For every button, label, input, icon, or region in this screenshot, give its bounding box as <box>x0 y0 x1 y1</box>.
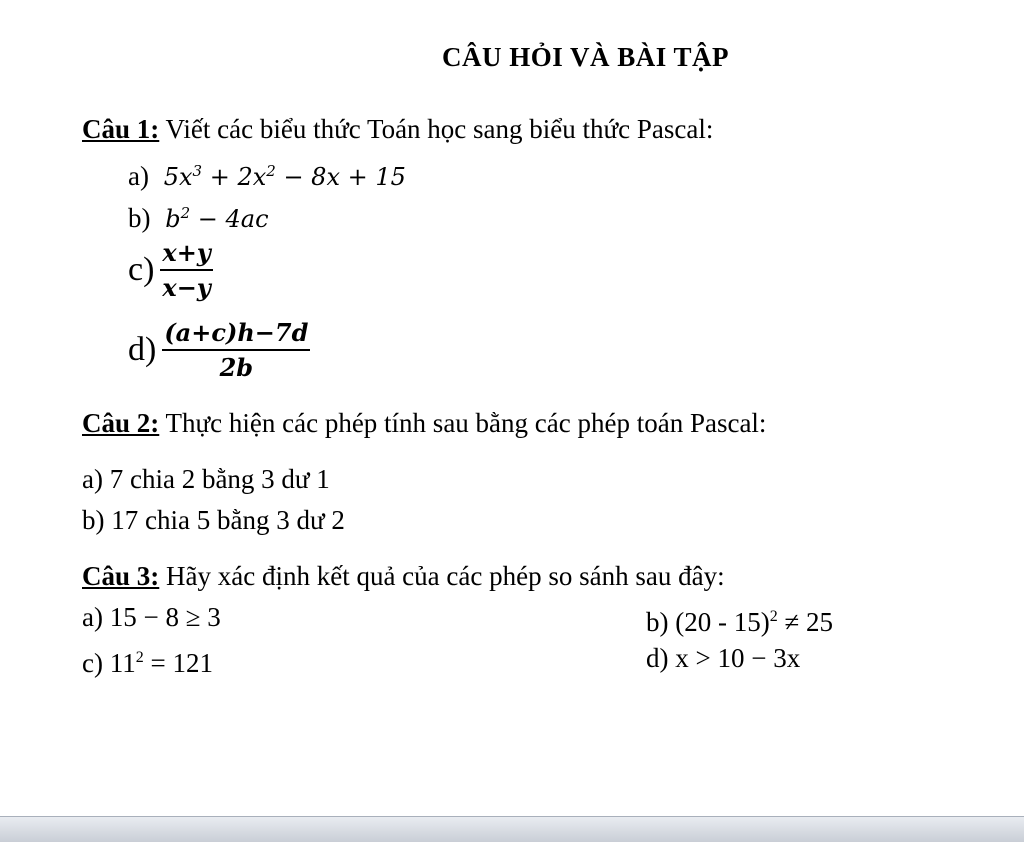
exponent: 2 <box>180 204 191 222</box>
exponent: 2 <box>135 649 144 666</box>
q1-item-b-expression <box>165 205 268 233</box>
q1-item-a-label: a) <box>128 161 149 191</box>
expr-part: ≠ 25 <box>777 607 834 637</box>
window-bottom-bar <box>0 816 1024 842</box>
q1-item-d <box>128 318 310 382</box>
question-3 <box>82 559 725 593</box>
q1-item-c-fraction <box>160 238 212 302</box>
q1-item-b-label: b) <box>128 203 151 233</box>
exponent: 2 <box>769 608 778 625</box>
q2-item-a: a) 7 chia 2 bằng 3 dư 1 <box>82 464 330 494</box>
q1-item-a <box>128 154 406 194</box>
q1-item-d-fraction <box>162 318 310 382</box>
expr-part: c) 11 <box>82 648 136 678</box>
question-2-text: Thực hiện các phép tính sau bằng các phép toán Pascal: <box>159 408 767 438</box>
fraction-denominator: x−y <box>162 273 211 302</box>
page-title: CÂU HỎI VÀ BÀI TẬP <box>442 42 730 72</box>
expr-part: − 4ac <box>190 205 269 233</box>
question-2 <box>82 406 766 440</box>
q1-item-c <box>128 238 213 302</box>
question-1-text: Viết các biểu thức Toán học sang biểu thức Pascal: <box>159 114 714 144</box>
expr-part: b) (20 - 15) <box>646 607 770 637</box>
q3-item-a: a) 15 − 8 ≥ 3 <box>82 602 221 632</box>
expr-part: − 8x + 15 <box>275 163 406 191</box>
expr-part: b <box>165 205 181 233</box>
exponent: 3 <box>192 162 203 180</box>
q3-item-d: d) x > 10 − 3x <box>646 643 801 673</box>
fraction-denominator: 2b <box>219 353 254 382</box>
q1-item-c-label: c) <box>128 251 155 288</box>
question-2-label: Câu 2: <box>82 408 160 438</box>
question-3-label: Câu 3: <box>82 561 160 591</box>
question-1 <box>82 112 713 146</box>
expr-part: + 2x <box>202 163 267 191</box>
q2-item-b: b) 17 chia 5 bằng 3 dư 2 <box>82 505 345 535</box>
q3-item-c <box>82 641 213 680</box>
q1-item-d-label: d) <box>128 331 157 368</box>
q3-item-b <box>646 600 833 639</box>
question-3-text: Hãy xác định kết quả của các phép so sánh sau đây: <box>159 561 725 591</box>
q1-item-b <box>128 196 269 236</box>
expr-part: 5x <box>163 163 193 191</box>
expr-part: = 121 <box>143 648 213 678</box>
q1-item-a-expression <box>164 163 406 191</box>
exponent: 2 <box>266 162 276 180</box>
question-1-label: Câu 1: <box>82 114 160 144</box>
fraction-numerator: (a+c)h−7d <box>162 318 310 351</box>
fraction-numerator: x+y <box>160 238 212 271</box>
